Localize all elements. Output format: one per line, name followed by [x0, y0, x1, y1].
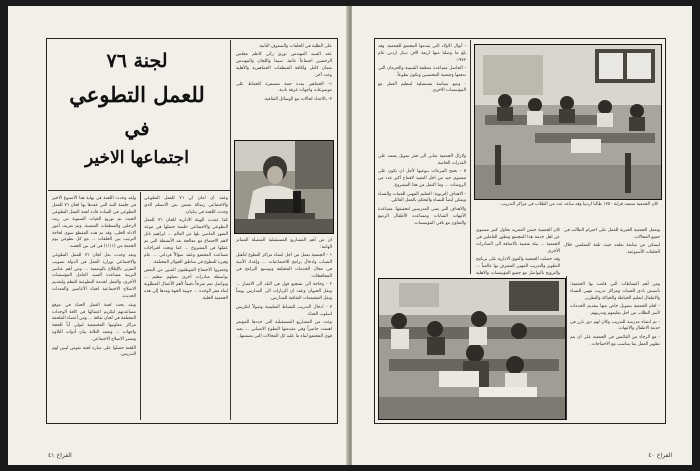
paragraph: على الطلبة في الحلقات والصفوف الثانية. — [258, 44, 332, 49]
paragraph: - الاهداف التربوية: التعليم المهني للفتيات والنساء ويمكن أيضاً للنساء والتحكم بالعمل العائلي. — [378, 191, 466, 204]
paragraph: ومن أهم النشاطات التي قامت بها الجمعية: تأسيس نادي للفتيات ومراكز تدريب مهني للنساء والاطفال لتعليم الخياطة والحياكة والتطريز. — [570, 282, 660, 301]
classroom-photo-top — [474, 44, 662, 200]
sewing-photo — [234, 140, 334, 234]
column-divider — [140, 192, 141, 420]
column-divider — [230, 40, 231, 420]
right-column-middle — [378, 154, 466, 272]
title-underline — [48, 190, 230, 191]
title-line-2: للعمل التطوعي — [69, 82, 205, 107]
paragraph: ٣ - ادخال التدريب للنشاط التعليمية وصولاً لتكريس اسلوب الحياة. — [236, 304, 332, 317]
paragraph: ٥ - يحتج التبرعات بنوعيها لأجل ان تكون على مستوى جيد من اجل التنفيذ لافتتاح أكبر عدد من الروضات ... وما اكتمل من هذا المشروع. — [378, 169, 466, 189]
caption: كان الجمعية ستمتد قرابة ١٧٥٠ طالبا اردنيا وقد ساعد عدد من الطلاب في مراكز التدريب. — [500, 202, 658, 207]
text-column-3 — [236, 238, 332, 418]
paragraph: - الحاصل مساعدة منظمة الشبيبة والحرمان التي تدفعها وجمعية المحسنين وتكون تطوعاً. — [378, 66, 466, 79]
paragraph: - مع الرجاء من القائمين في الجمعية على ان يتم تطوير العمل بما يتناسب مع الاحتياجات. — [570, 334, 660, 347]
paragraph: ٢- بالاعداد لحالات مع الوسائل الثقافية. — [263, 96, 332, 102]
paragraph: وحضروا الاجتماع الموظفون المبين من البعض بواسطة مبادرات أخرى تمثلهم تنظيم ... وتواصل نعم شرحاً دقيقاً لأهم الأعمال المطلوبة لبناء مقر الوحدة ... جوبية الجهة ومدها إلى هذه الجمعية الخلية. — [144, 268, 228, 301]
paragraph: ١- الجماهير بمدة جمة مستمرة للحفاظ على موضوعات واجهات غرفة نادية. — [236, 81, 332, 94]
magazine-spread — [8, 6, 692, 465]
paragraph: وقد حصلت الجمعية والقوى الادارية على برنامج التطوير والتدريب المهني المعترف بها عالمياً ... والترويح بالتواصل مع جميع المؤسسات والاهلية — [476, 257, 560, 276]
paragraph: - وضع سياسة مستقبلية لتنظيم العمل مع المؤسسات الاخرى. — [378, 81, 466, 94]
text-column-2 — [144, 196, 228, 418]
paragraph: كان الجمعية حسن العمريه تحاول كثير مستوى عن اهل خدمة هذا المجتمع وتطور العاملين في الجمعية ... بيئة شعبية بالاضافة الى المبادرات الأخرى. — [476, 228, 560, 254]
paragraph: وعقد ان امان لي ٧٦ للعمل التطوعي والاجتماعي رسالة تضمن نص الاستلم الذي وحدت اللجنة في بيانيان. — [144, 196, 229, 215]
column-divider — [470, 40, 471, 274]
text-column-1 — [52, 196, 136, 418]
paragraph: ٢ - وحاجة الى تشجيع قول في البلد الى الامتياز ... ونقل الحيوان وعقد ان الزيارات الى المدارس يومياً ونقل المجتمعات الثقافية للمدارس. — [236, 282, 332, 302]
page-number-left: الفراخ ٤١ — [48, 452, 72, 459]
sewing-photo-image — [235, 141, 333, 233]
paragraph: ولازال الجمعية تعاني الى فقر تمويل يعتمد على القدرات الخاصة. — [378, 154, 466, 166]
paragraph: اللجنة حصلوا على مبارة لجنة نقوس ليبين لهم التدريس. — [52, 345, 136, 358]
paragraph: والاهداف التي يعنى المدرسين لتحقيقها: مساعدة الأمهات الشابات ومساعدة الأطفال الرضع والتعاون مع باقي المؤسسات. — [378, 206, 466, 226]
left-column-upper — [476, 228, 560, 274]
page-number-right: الفراخ ٤٠ — [648, 452, 672, 459]
left-page — [8, 6, 348, 465]
title-line-1: لجنة ٧٦ — [106, 50, 168, 72]
paragraph: وعدد من المشاريع المستقبلية التي حددها المؤتمر اهتمت حاضراً وفي مقدمتها التطوع الانساني ... يعيد قوى المجتمع لبناء ما عليه كل المجالات التي تضمنتها. — [236, 319, 332, 339]
paragraph: ولقد وحدت اللجنة في نهاية هذا الاسبوع الاخير في جلسة البنه التي عقدها بها لجان ٧٦ للعمل التطوعي في السادة قادة لجنة العمل التطوعي الحيث تم توزيع الحيات السنوية من زيت الرحلين والمنظمات الشعبية، وتم تعريف أمور الاداء الخلى، وقد تم هذه المقطع سوى لحاجة الترتيب بين الحلقات ... مع كل تطوعي يوم الجمعة من (١/١١) في قي بين الجسد. — [52, 196, 136, 250]
paragraph: ان من أهم المشاريع المستقبلية المتصلة المتناثر الهامة: — [236, 238, 332, 250]
paragraph: - اقام الجمعية بتمويل خاص منها بتقديم الخدمات لأسر الطلاب من اجل تعليمهم وتدريبهم. — [570, 304, 660, 317]
top-right-column — [236, 44, 332, 132]
paragraph: وتعمل الجمعية الخيرية للعمل على احترام الطالب في جميع المجالات. — [564, 228, 660, 240]
paragraph: - تم انشاء مدرسة للتدريب وكان لهم دور بارز في خدمة الاطفال والامهات. — [570, 319, 660, 332]
classroom-photo-bottom-image — [379, 279, 565, 419]
left-column-lower — [570, 282, 660, 418]
paragraph: كما عقدت الهيئة الادارية للجان ٧٦ للعمل التطوعي والاجتماعي حلسة حصلها في موعد الشهر الماضي بلها من العالم ... ابراهيم تاتل لاهم الاجتماع مع معالجة بعد الأنشطة التي تم عملها في المشروع ... كما وتحدد اقتراحات مساعدة المجتمع وعقد سؤالاً فرداتي ... عام وفيرة للتطوع في مناطق الجوائز المختلفة. — [144, 218, 228, 265]
title-line-3: في — [124, 118, 150, 140]
paragraph: ونقد وجدت بعل لجان ٧٦ للعمل التطوعي والاجتماعي بوزارة العمل في الدولة تصويب التقرير بالإطلاع بالوضعية ... ومن أهم عناصر التربية مساعدة السيد العامل المؤسسات الأخرى، والعمل لخدمة التطوعية للنظم ولتقديم الاصلاح الاجتماعية لحياة الأعاصير والمعدات الجديدة. — [52, 252, 136, 300]
paragraph: عقد السيد المهندس نوري زكي كاظم مجلس الرحسين اجتماعاً عامة، سيما واللجان والمهندس نعمان كامل ولكافة المنظمات الجماهيرية والأهلية وعدد آخر: — [236, 52, 332, 79]
right-column-lower — [564, 228, 660, 274]
paragraph: ونقد بحث لجنة العمل الحياة في موقع مساعدتهم لتكريم اعضائها في كافة الوحدات المختلفة في لجان ثقافة ... ومن أعضاء الملحقة مراكز معاونيها المجتمعية لتولي أياً للحجة واجهات ... وتعمد الثلاثة بيان أدوات التلاوة وتسير الاصلاح الاجتماعي. — [52, 302, 136, 343]
right-page — [352, 6, 692, 465]
classroom-photo-bottom — [378, 278, 566, 420]
paragraph: ليتمكن من متابعة تعلمه حيث تلفة المعلمين خلال الحلقات الأسبوعية. — [564, 243, 660, 256]
classroom-photo-top-image — [475, 45, 661, 199]
paragraph: - أنوال الاولاد التي يقدمها المجتمع للجمعية، وقد بلغ ما وصلنا منها اربعة الاف دينار اردني عام ١٩٧٢. — [378, 44, 466, 63]
right-column-upper — [378, 44, 466, 152]
column-divider — [566, 276, 567, 420]
title-line-4: اجتماعها الاخير — [85, 148, 189, 168]
paragraph: ١ - الجمعية تعمل من اجل انشاء مراكز التطوع لتأهيل الشباب وادخال برامج للاجتماعيات ... وإعداد الأبنية في مجال الخدمات المختلفة وتوسيع البرامج في المحافظات. — [236, 253, 332, 280]
